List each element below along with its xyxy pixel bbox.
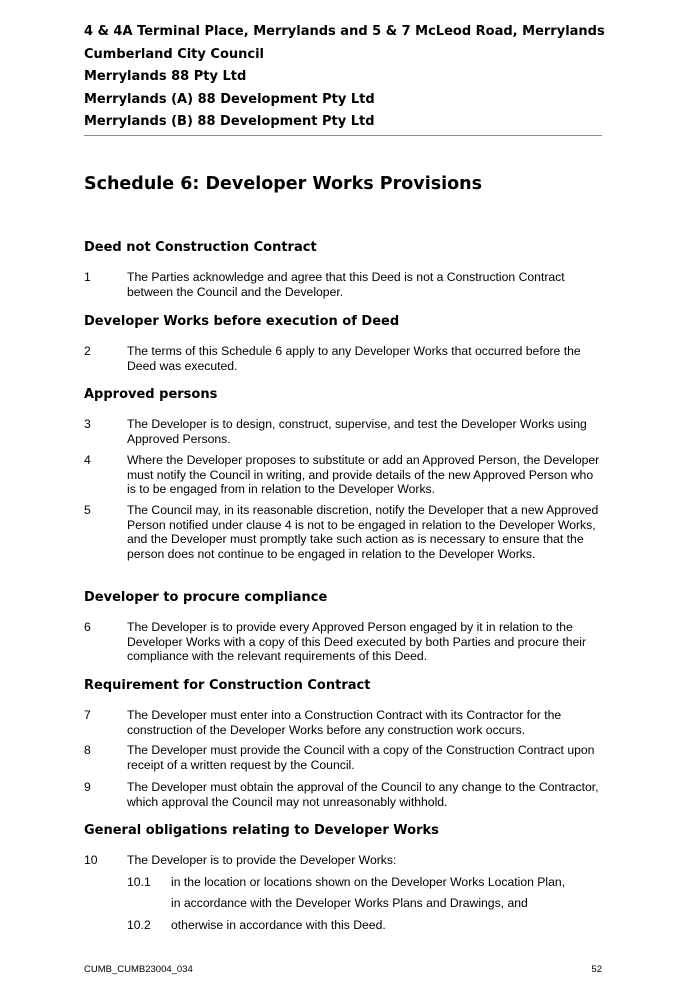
clause-number: 7 <box>84 708 91 722</box>
clause-text: The Developer must enter into a Construction Contract with its Contractor for the construction of the Developer Works before any construction work occurs. <box>127 708 562 737</box>
header-party-2: Merrylands (A) 88 Development Pty Ltd <box>84 91 375 107</box>
clause-8 <box>84 743 604 772</box>
header-divider <box>84 135 602 136</box>
clause-2 <box>84 344 604 373</box>
clause-text: The Developer must provide the Council with a copy of the Construction Contract upon receipt of a written request by the Council. <box>127 743 595 772</box>
header-council: Cumberland City Council <box>84 46 265 62</box>
clause-number: 2 <box>84 344 91 358</box>
clause-number: 9 <box>84 780 91 794</box>
clause-5 <box>84 503 604 561</box>
clause-number: 10 <box>84 853 98 867</box>
clause-text: The Developer must obtain the approval of the Council to any change to the Contractor, which approval the Council may not unreasonably withhold. <box>127 780 599 809</box>
section-heading-before-execution: Developer Works before execution of Deed <box>84 314 400 329</box>
clause-text: The Developer is to provide every Approved Person engaged by it in relation to the Developer Works with a copy of this Deed executed by both Parties and procure their compliance with the relevant requirements of this Deed. <box>127 620 587 664</box>
document-header <box>84 22 605 136</box>
clause-text: The Parties acknowledge and agree that this Deed is not a Construction Contract between the Council and the Developer. <box>127 270 565 299</box>
section-heading-construction-contract: Requirement for Construction Contract <box>84 678 371 693</box>
clause-1 <box>84 270 604 299</box>
footer-document-id: CUMB_CUMB23004_034 <box>84 964 193 975</box>
clause-4 <box>84 453 604 497</box>
clause-6 <box>84 620 604 664</box>
clause-10 <box>84 853 604 868</box>
subclause-10-2 <box>127 918 597 933</box>
clause-number: 1 <box>84 270 91 284</box>
clause-text: The terms of this Schedule 6 apply to any Developer Works that occurred before the Deed was executed. <box>127 344 581 373</box>
subclause-text: otherwise in accordance with this Deed. <box>171 918 386 932</box>
clause-number: 8 <box>84 743 91 757</box>
subclause-number: 10.1 <box>127 875 151 889</box>
clause-number: 3 <box>84 417 91 431</box>
clause-7 <box>84 708 604 737</box>
subclause-text: in accordance with the Developer Works Plans and Drawings, and <box>171 896 528 910</box>
subclause-10-1-continued <box>127 896 597 911</box>
page-title: Schedule 6: Developer Works Provisions <box>84 174 483 194</box>
subclause-text: in the location or locations shown on the Developer Works Location Plan, <box>171 875 566 889</box>
subclause-number: 10.2 <box>127 918 151 932</box>
footer-page-number: 52 <box>591 964 602 975</box>
section-heading-procure-compliance: Developer to procure compliance <box>84 590 328 605</box>
section-heading-general-obligations: General obligations relating to Developer Works <box>84 823 439 838</box>
clause-text: The Council may, in its reasonable discretion, notify the Developer that a new Approved Person notified under clause 4 is not to be engaged in relation to the Developer Works, and the Developer must promptly take such action as is necessary to ensure that the person does not continue to be engaged in relation to the Developer Works. <box>127 503 599 561</box>
subclause-10-1 <box>127 875 597 890</box>
clause-9 <box>84 780 604 809</box>
header-party-1: Merrylands 88 Pty Ltd <box>84 69 247 84</box>
section-heading-deed: Deed not Construction Contract <box>84 240 317 255</box>
clause-text: Where the Developer proposes to substitute or add an Approved Person, the Developer must notify the Council in writing, and provide details of the new Approved Person who is to be engaged from in relation to the Developer Works. <box>127 453 600 497</box>
clause-number: 6 <box>84 620 91 634</box>
clause-text: The Developer is to design, construct, supervise, and test the Developer Works using Approved Persons. <box>127 417 587 446</box>
header-party-3: Merrylands (B) 88 Development Pty Ltd <box>84 114 375 129</box>
clause-text: The Developer is to provide the Developer Works: <box>127 853 397 867</box>
header-project-address: 4 & 4A Terminal Place, Merrylands and 5 & 7 McLeod Road, Merrylands <box>84 24 605 39</box>
clause-number: 4 <box>84 453 91 467</box>
clause-3 <box>84 417 604 446</box>
clause-number: 5 <box>84 503 91 517</box>
section-heading-approved-persons: Approved persons <box>84 387 218 402</box>
